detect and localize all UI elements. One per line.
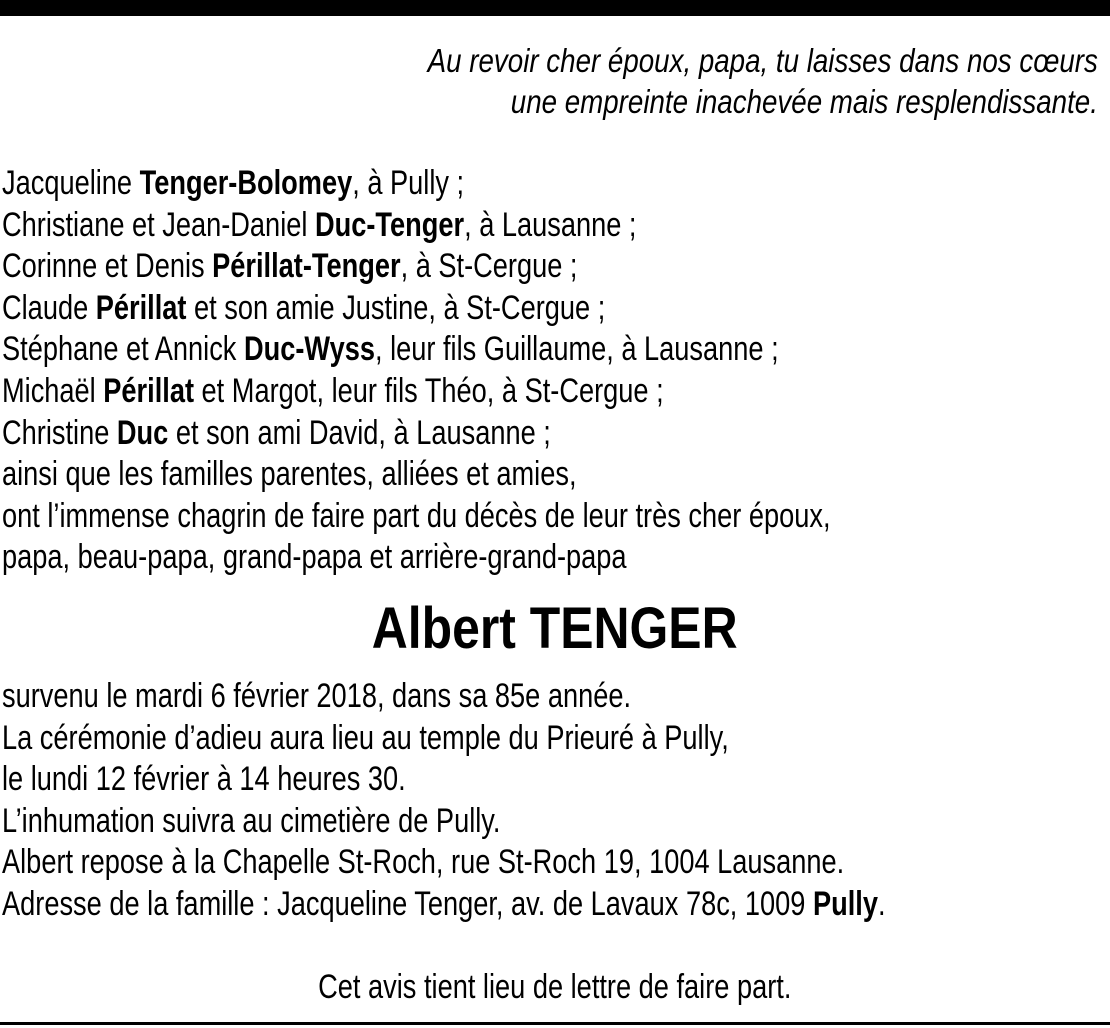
detail-line: survenu le mardi 6 février 2018, dans sa 85e année. <box>2 677 632 715</box>
family-line: papa, beau-papa, grand-papa et arrière-grand-papa <box>2 538 627 577</box>
family-surname: Périllat <box>95 288 187 327</box>
family-line: Christine Duc et son ami David, à Lausanne ; <box>2 413 551 452</box>
detail-line: le lundi 12 février à 14 heures 30. <box>2 760 406 799</box>
details <box>2 676 886 926</box>
family-line: Jacqueline Tenger-Bolomey, à Pully ; <box>2 164 465 202</box>
address-city: Pully <box>812 884 878 923</box>
family-list <box>2 163 831 579</box>
detail-line: Albert repose à la Chapelle St-Roch, rue St-Roch 19, 1004 Lausanne. <box>2 843 845 882</box>
epigraph-line-1: Au revoir cher époux, papa, tu laisses dans nos cœurs <box>427 42 1098 79</box>
footer-note: Cet avis tient lieu de lettre de faire part. <box>318 968 792 1006</box>
family-line: Corinne et Denis Périllat-Tenger, à St-Cergue ; <box>2 247 578 286</box>
family-surname: Périllat <box>103 371 194 410</box>
top-rule <box>0 0 1110 16</box>
detail-line: L’inhumation suivra au cimetière de Pully. <box>2 801 501 840</box>
detail-line: La cérémonie d’adieu aura lieu au temple du Prieuré à Pully, <box>2 718 729 757</box>
bottom-rule <box>0 1022 1110 1025</box>
family-surname: Périllat-Tenger <box>212 247 401 286</box>
family-surname: Duc-Tenger <box>314 205 465 244</box>
family-line: Stéphane et Annick Duc-Wyss, leur fils Guillaume, à Lausanne ; <box>2 330 779 369</box>
family-surname: Tenger-Bolomey <box>139 164 353 202</box>
epigraph-line-2: une empreinte inachevée mais resplendissante. <box>510 83 1099 120</box>
epigraph <box>428 40 1098 122</box>
family-address: Adresse de la famille : Jacqueline Tenger, av. de Lavaux 78c, 1009 Pully. <box>2 884 886 923</box>
family-line: ont l’immense chagrin de faire part du décès de leur très cher époux, <box>2 496 831 535</box>
family-line: Michaël Périllat et Margot, leur fils Théo, à St-Cergue ; <box>2 371 664 410</box>
family-surname: Duc-Wyss <box>243 330 375 369</box>
family-line: ainsi que les familles parentes, alliées et amies, <box>2 455 577 494</box>
family-line: Claude Périllat et son amie Justine, à St-Cergue ; <box>2 288 606 327</box>
family-line: Christiane et Jean-Daniel Duc-Tenger, à Lausanne ; <box>2 205 637 244</box>
family-surname: Duc <box>116 413 169 452</box>
deceased-name: Albert TENGER <box>372 596 738 661</box>
